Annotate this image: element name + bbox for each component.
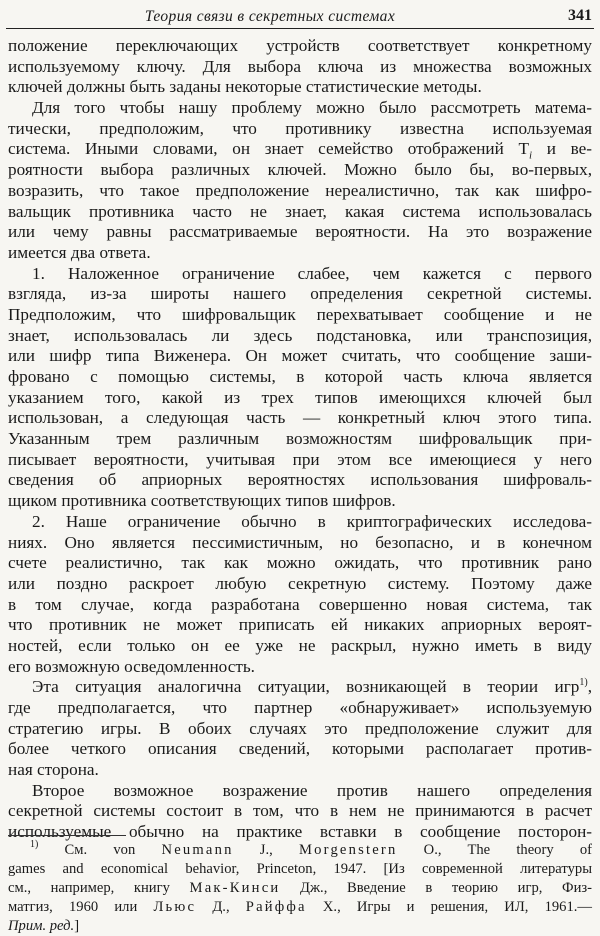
line-text: возразить, что такое предположение нереалистично, так как шифро-: [8, 180, 592, 200]
text-line: [8, 388, 592, 409]
line-text: сведения об априорных вероятностях использования шифроваль-: [8, 470, 592, 490]
text-line: [8, 264, 592, 285]
footnote-line: [8, 898, 592, 917]
line-text: тически, предположим, что противнику известна используемая: [8, 118, 592, 138]
text-line: [8, 595, 592, 616]
text-line: [8, 408, 592, 429]
text-line: [8, 119, 592, 140]
text-line: [8, 781, 592, 802]
text-line: [8, 491, 592, 512]
text-line: [8, 305, 592, 326]
footnote-line: [8, 879, 592, 898]
text-line: [8, 367, 592, 388]
text-line: [8, 429, 592, 450]
line-text: ниях. Оно является пессимистичным, но безопасно, и в конечном: [8, 532, 592, 552]
text-line: [8, 719, 592, 740]
text-line: [8, 739, 592, 760]
footnote-text: см., например, книгу: [8, 880, 190, 896]
footnote-marker: 1): [30, 839, 39, 851]
line-text: что противник не может приписать ей никаких априорных вероят-: [8, 615, 592, 635]
footnote-reference[interactable]: 1): [579, 676, 588, 688]
footnote-line: [8, 860, 592, 879]
line-text-tail: ,: [587, 677, 592, 697]
header-rule: [6, 28, 594, 29]
running-title: Теория связи в секретных системах: [144, 8, 396, 25]
text-line: [8, 615, 592, 636]
text-line: [8, 801, 592, 822]
line-text: Указанным трем различным возможностям шифровальщик при-: [8, 429, 592, 449]
line-text: счете реалистично, так как можно ожидать, что противник рано: [8, 553, 592, 573]
text-line: [8, 574, 592, 595]
author-name: Morgenstern: [298, 842, 398, 858]
footnote-text: O., The theory of: [397, 842, 592, 858]
author-name: Neumann: [161, 842, 234, 858]
footnote-text: Дж., Введение в теорию игр, Физ-: [280, 880, 592, 896]
text-line: [8, 243, 592, 264]
line-text: фровано с помощью системы, в которой часть ключа является: [8, 367, 592, 386]
text-line: [8, 222, 592, 243]
line-text: Эта ситуация аналогична ситуации, возникающей в теории игр: [32, 677, 580, 697]
line-text: или шифр типа Виженера. Он может считать, что сообщение заши-: [8, 346, 592, 366]
line-text: система. Иными словами, он знает семейство отображений T: [8, 139, 529, 159]
footnote-line: [8, 917, 592, 936]
line-text: взгляда, из-за широты нашего определения секретной системы.: [8, 284, 592, 304]
footnotes: [8, 841, 592, 936]
line-text: в том случае, когда разработана совершенно новая система, так: [8, 594, 592, 614]
line-text: Предположим, что шифровальщик перехватывает сообщение и не: [8, 304, 592, 324]
running-header: [6, 6, 594, 30]
footnote-text: Д.,: [196, 899, 246, 915]
footnote-text: games and economical behavior, Princeton, 1947. [Из современной литературы: [8, 861, 592, 877]
footnote-text: J.,: [233, 842, 299, 858]
footnote-text: ]: [74, 918, 80, 934]
body-text: [8, 36, 592, 843]
line-text: указанием того, какой из трех типов имеющихся ключей был: [8, 387, 592, 407]
line-text: ностей, если только он ее уже не раскрыл, нужно иметь в виду: [8, 635, 592, 655]
line-text: ключей должны быть заданы некоторые статистические методы.: [8, 77, 482, 97]
text-line: [8, 657, 592, 678]
line-text: используемые обычно на практике вставки в сообщение посторон-: [8, 822, 592, 842]
line-text: стратегию игры. В обоих случаях это предположение служит для: [8, 718, 592, 738]
footnote-rule: [8, 835, 126, 836]
footnote-text: См. von: [64, 842, 162, 858]
text-line: [8, 139, 592, 160]
text-line: [8, 636, 592, 657]
line-text: или чему равны рассматриваемые вероятности. На это возражение: [8, 222, 592, 242]
line-text: ная сторона.: [8, 760, 99, 780]
text-line: [8, 822, 592, 843]
text-line: [8, 284, 592, 305]
line-text: щиком противника соответствующих типов шифров.: [8, 491, 396, 511]
text-line: [8, 57, 592, 78]
text-line: [8, 677, 592, 698]
text-line: [8, 77, 592, 98]
text-line: [8, 533, 592, 554]
line-text: где предполагается, что партнер «обнаруживает» используемую: [8, 698, 592, 717]
line-text: Для того чтобы нашу проблему можно было рассмотреть матема-: [32, 98, 592, 118]
subscript: i: [529, 149, 533, 162]
text-line: [8, 326, 592, 347]
text-line: [8, 512, 592, 533]
author-name: Льюс: [153, 899, 197, 915]
line-text: роятности выбора различных ключей. Можно было бы, во-первых,: [8, 160, 592, 180]
line-text: Второе возможное возражение против нашего определения: [32, 780, 592, 800]
line-text: знает, использовалась ли здесь подстановка, или транспозиция,: [8, 325, 592, 345]
text-line: [8, 160, 592, 181]
editor-note: Прим. ред.: [8, 918, 75, 934]
line-text: писывает вероятности, учитывая при этом все имеющиеся у него: [8, 449, 592, 469]
text-line: [8, 450, 592, 471]
line-text: его возможную осведомленность.: [8, 656, 255, 676]
text-line: [8, 181, 592, 202]
text-line: [8, 698, 592, 719]
line-text: или поздно раскроет любую секретную систему. Поэтому даже: [8, 573, 592, 593]
author-name: Райффа: [245, 899, 307, 915]
line-text: 1. Наложенное ограничение слабее, чем кажется с первого: [32, 263, 592, 283]
line-text: более четкого описания сведений, которыми располагает против-: [8, 739, 592, 759]
footnote-line: [8, 841, 592, 860]
author-name: Мак-Кинси: [189, 880, 281, 896]
text-line: [8, 470, 592, 491]
page-number: 341: [568, 7, 592, 24]
text-line: [8, 346, 592, 367]
line-text: 2. Наше ограничение обычно в криптографических исследова-: [32, 511, 592, 531]
line-text-tail: и ве-: [532, 139, 592, 159]
line-text: имеется два ответа.: [8, 242, 151, 262]
line-text: вальщик противника часто не знает, какая система использовалась: [8, 201, 592, 221]
footnote-text: Х., Игры и решения, ИЛ, 1961.—: [306, 899, 592, 915]
text-line: [8, 36, 592, 57]
line-text: секретной системы состоит в том, что в нем не принимаются в расчет: [8, 801, 592, 821]
text-line: [8, 760, 592, 781]
line-text: положение переключающих устройств соответствует конкретному: [8, 36, 592, 55]
line-text: используемому ключу. Для выбора ключа из множества возможных: [8, 56, 592, 76]
text-line: [8, 553, 592, 574]
text-line: [8, 98, 592, 119]
line-text: использован, а следующая часть — конкретный ключ этого типа.: [8, 408, 592, 428]
text-line: [8, 202, 592, 223]
footnote-text: матгиз, 1960 или: [8, 899, 154, 915]
